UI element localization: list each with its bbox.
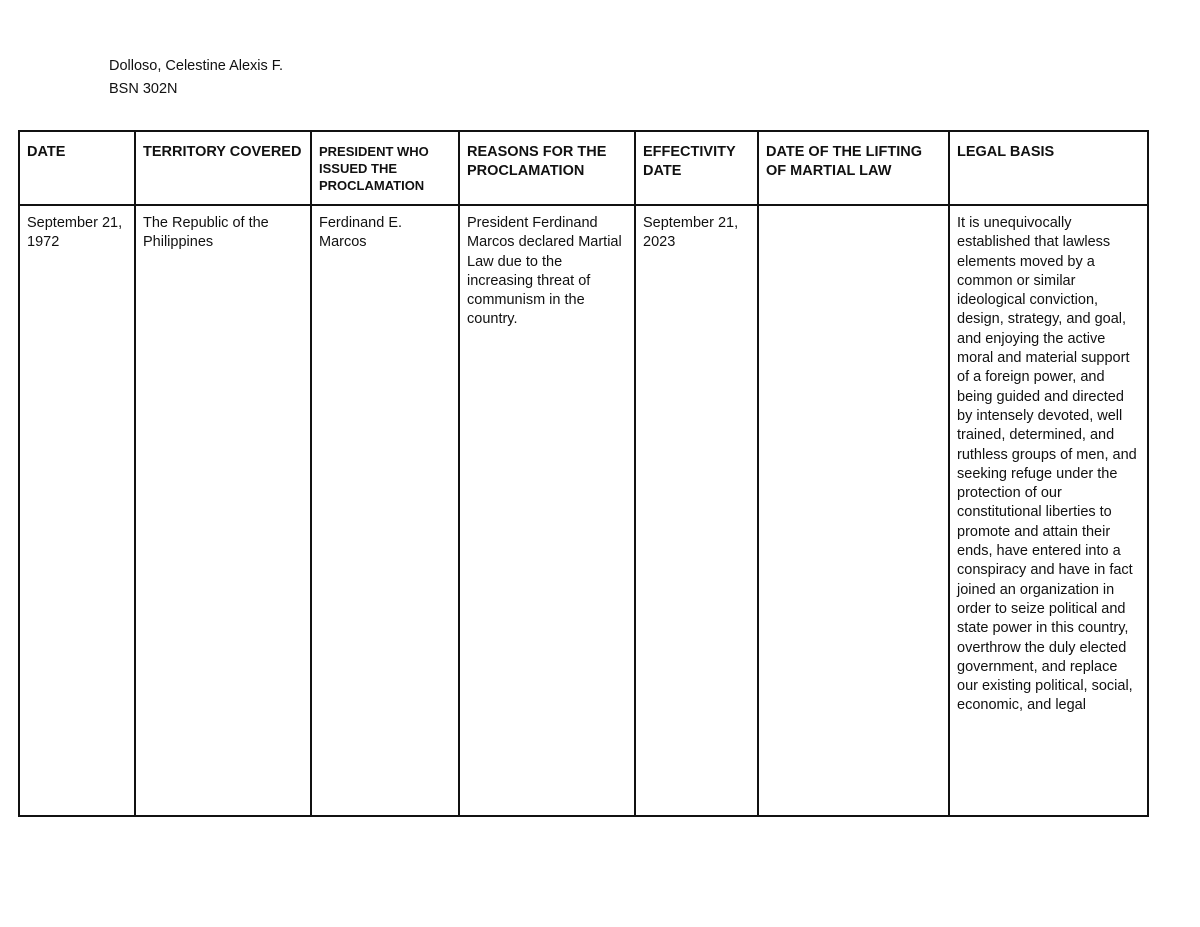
header-president: PRESIDENT WHO ISSUED THE PROCLAMATION <box>311 131 459 205</box>
header-date: DATE <box>19 131 135 205</box>
header-legal-basis: LEGAL BASIS <box>949 131 1148 205</box>
table-row <box>19 205 1148 816</box>
student-section: BSN 302N <box>109 81 178 97</box>
cell-president <box>311 205 459 816</box>
cell-legal-basis-text: It is unequivocally established that lawless elements moved by a common or similar ideological conviction, design, strategy, and goal, and enjoying the active moral and material support of a foreign power, and being guided and directed by intensely devoted, well trained, determined, and ruthless groups of men, and seeking refuge under the protection of our constitutional liberties to promote and attain their ends, have entered into a conspiracy and have in fact joined an organization in order to seize political and state power in this country, overthrow the duly elected government, and replace our existing political, social, economic, and legal <box>957 215 1137 714</box>
header-effectivity: EFFECTIVITY DATE <box>635 131 758 205</box>
martial-law-table <box>18 130 1149 817</box>
cell-territory <box>135 205 311 816</box>
header-reasons: REASONS FOR THE PROCLAMATION <box>459 131 635 205</box>
cell-date <box>19 205 135 816</box>
cell-territory-text: The Republic of the Philippines <box>143 215 269 251</box>
cell-effectivity-text: September 21, 2023 <box>643 215 739 251</box>
cell-effectivity <box>635 205 758 816</box>
header-lifting: DATE OF THE LIFTING OF MARTIAL LAW <box>758 131 949 205</box>
table-body <box>19 205 1148 816</box>
cell-president-text: Ferdinand E. Marcos <box>319 215 403 251</box>
document-header <box>109 55 283 101</box>
cell-date-text: September 21, 1972 <box>27 215 123 251</box>
cell-reasons <box>459 205 635 816</box>
cell-legal-basis <box>949 205 1148 816</box>
header-territory: TERRITORY COVERED <box>135 131 311 205</box>
cell-lifting <box>758 205 949 816</box>
student-name: Dolloso, Celestine Alexis F. <box>109 58 284 74</box>
header-row <box>19 131 1148 205</box>
cell-reasons-text: President Ferdinand Marcos declared Martial Law due to the increasing threat of communism in the country. <box>467 215 622 328</box>
table-header <box>19 131 1148 205</box>
